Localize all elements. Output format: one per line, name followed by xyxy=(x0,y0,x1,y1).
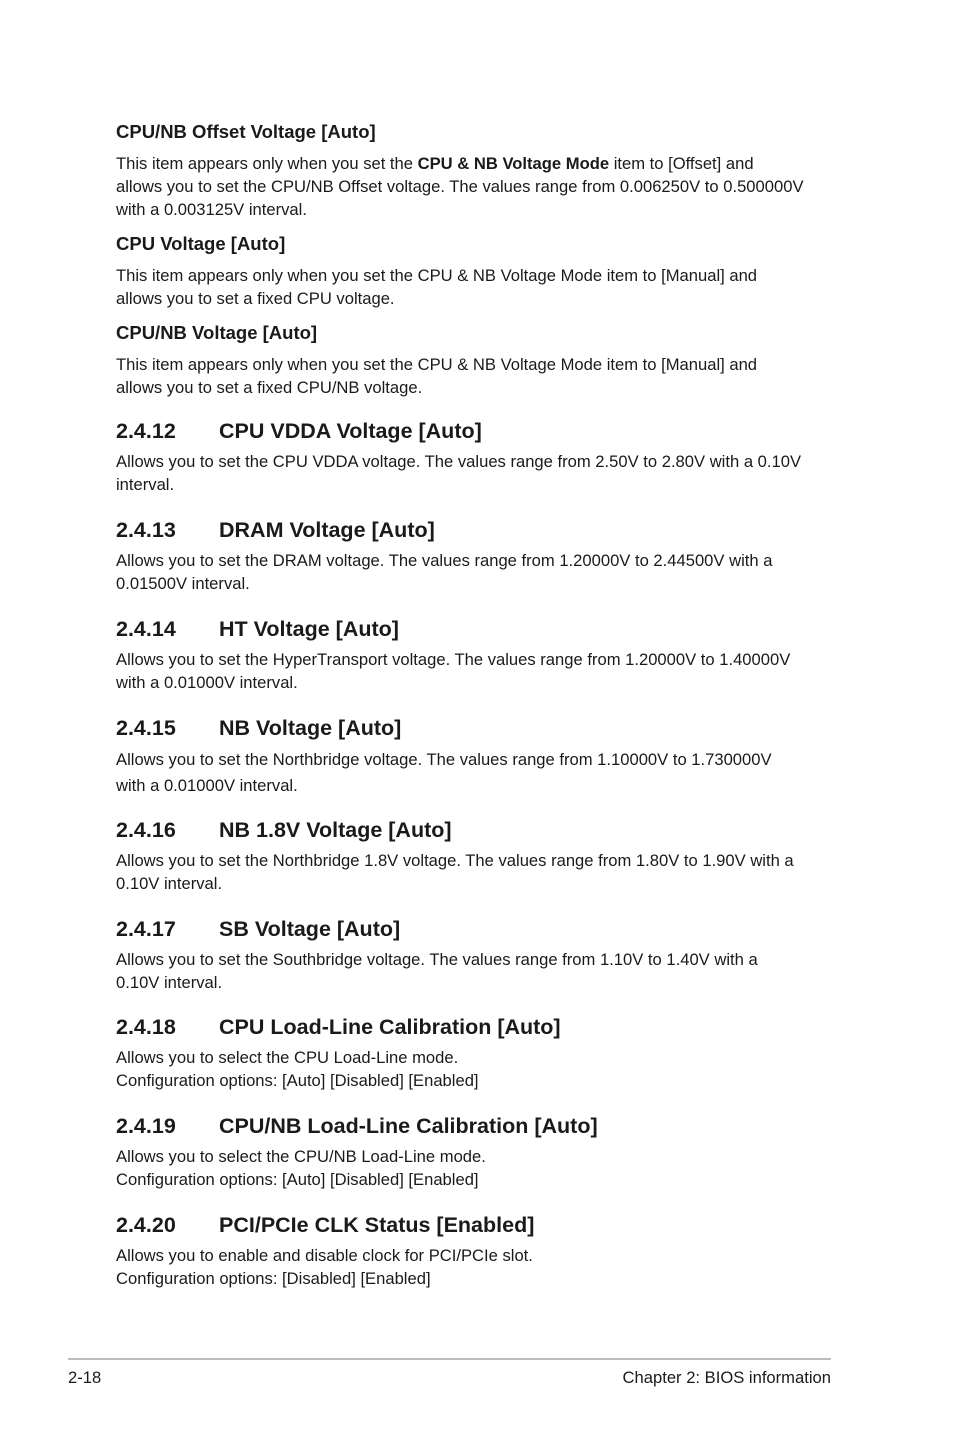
subsection-title: CPU Voltage [Auto] xyxy=(116,233,286,254)
section-number: 2.4.15 xyxy=(116,716,176,740)
subsection-cpu-voltage xyxy=(116,232,836,310)
footer-page-number: 2-18 xyxy=(68,1368,102,1387)
body-bold-text: CPU & NB Voltage Mode xyxy=(417,154,610,173)
section-heading xyxy=(116,714,836,742)
section-body xyxy=(116,1145,836,1191)
section-2-4-14 xyxy=(116,615,836,694)
subsection-body xyxy=(116,353,836,399)
section-heading xyxy=(116,816,836,844)
section-heading xyxy=(116,915,836,943)
section-2-4-17 xyxy=(116,915,836,994)
section-body xyxy=(116,1244,836,1290)
section-number: 2.4.18 xyxy=(116,1015,176,1039)
section-2-4-15 xyxy=(116,714,836,799)
section-body xyxy=(116,747,836,799)
body-text: Allows you to set the Northbridge voltage. The values range from 1.10000V to 1.730000V xyxy=(116,750,772,769)
section-title: CPU VDDA Voltage [Auto] xyxy=(219,419,482,443)
body-text: 0.10V interval. xyxy=(116,874,223,893)
subsection-cpunb-voltage xyxy=(116,321,836,399)
section-heading xyxy=(116,1013,836,1041)
body-text: Allows you to set the DRAM voltage. The values range from 1.20000V to 2.44500V with a xyxy=(116,551,773,570)
footer-chapter-title: Chapter 2: BIOS information xyxy=(622,1368,831,1387)
section-2-4-20 xyxy=(116,1211,836,1290)
section-number: 2.4.17 xyxy=(116,917,176,941)
body-text: Configuration options: [Auto] [Disabled] [Enabled] xyxy=(116,1170,479,1189)
section-body xyxy=(116,1046,836,1092)
section-heading xyxy=(116,1112,836,1140)
section-body xyxy=(116,648,836,694)
section-number: 2.4.13 xyxy=(116,518,176,542)
section-heading xyxy=(116,417,836,445)
body-text: item to [Offset] and xyxy=(609,154,754,173)
body-text: Allows you to select the CPU/NB Load-Line mode. xyxy=(116,1147,486,1166)
body-text: interval. xyxy=(116,475,175,494)
body-text: 0.10V interval. xyxy=(116,973,223,992)
section-2-4-18 xyxy=(116,1013,836,1092)
section-heading xyxy=(116,516,836,544)
section-title: PCI/PCIe CLK Status [Enabled] xyxy=(219,1213,535,1237)
section-title: HT Voltage [Auto] xyxy=(219,617,399,641)
section-number: 2.4.12 xyxy=(116,419,176,443)
body-text: allows you to set the CPU/NB Offset voltage. The values range from 0.006250V to 0.500000V xyxy=(116,177,804,196)
body-text: allows you to set a fixed CPU voltage. xyxy=(116,289,395,308)
body-text: Configuration options: [Disabled] [Enabled] xyxy=(116,1269,431,1288)
section-heading xyxy=(116,1211,836,1239)
footer-divider xyxy=(68,1358,831,1360)
section-title: SB Voltage [Auto] xyxy=(219,917,401,941)
section-number: 2.4.20 xyxy=(116,1213,176,1237)
section-body xyxy=(116,849,836,895)
body-text: Allows you to set the HyperTransport voltage. The values range from 1.20000V to 1.40000V xyxy=(116,650,791,669)
subsection-body xyxy=(116,152,836,221)
body-text: This item appears only when you set the CPU & NB Voltage Mode item to [Manual] and xyxy=(116,355,758,374)
body-text: with a 0.003125V interval. xyxy=(116,200,307,219)
subsection-cpunb-offset-voltage xyxy=(116,120,836,221)
body-text: Configuration options: [Auto] [Disabled] [Enabled] xyxy=(116,1071,479,1090)
section-2-4-12 xyxy=(116,417,836,496)
section-title: CPU Load-Line Calibration [Auto] xyxy=(219,1015,561,1039)
body-text: allows you to set a fixed CPU/NB voltage. xyxy=(116,378,423,397)
section-2-4-19 xyxy=(116,1112,836,1191)
section-title: NB 1.8V Voltage [Auto] xyxy=(219,818,452,842)
body-text: 0.01500V interval. xyxy=(116,574,250,593)
section-number: 2.4.14 xyxy=(116,617,176,641)
section-number: 2.4.16 xyxy=(116,818,176,842)
section-title: DRAM Voltage [Auto] xyxy=(219,518,435,542)
body-text: Allows you to set the CPU VDDA voltage. The values range from 2.50V to 2.80V with a 0.10V xyxy=(116,452,802,471)
subsection-title: CPU/NB Voltage [Auto] xyxy=(116,322,318,343)
body-text: with a 0.01000V interval. xyxy=(116,776,298,795)
subsection-body xyxy=(116,264,836,310)
body-text: Allows you to set the Southbridge voltage. The values range from 1.10V to 1.40V with a xyxy=(116,950,758,969)
section-body xyxy=(116,549,836,595)
section-heading xyxy=(116,615,836,643)
section-number: 2.4.19 xyxy=(116,1114,176,1138)
section-title: NB Voltage [Auto] xyxy=(219,716,402,740)
body-text: This item appears only when you set the xyxy=(116,154,418,173)
section-2-4-13 xyxy=(116,516,836,595)
body-text: Allows you to set the Northbridge 1.8V voltage. The values range from 1.80V to 1.90V with a xyxy=(116,851,794,870)
section-body xyxy=(116,948,836,994)
body-text: This item appears only when you set the CPU & NB Voltage Mode item to [Manual] and xyxy=(116,266,758,285)
section-body xyxy=(116,450,836,496)
body-text: Allows you to enable and disable clock for PCI/PCIe slot. xyxy=(116,1246,533,1265)
section-title: CPU/NB Load-Line Calibration [Auto] xyxy=(219,1114,598,1138)
body-text: with a 0.01000V interval. xyxy=(116,673,298,692)
body-text: Allows you to select the CPU Load-Line mode. xyxy=(116,1048,459,1067)
section-2-4-16 xyxy=(116,816,836,895)
subsection-title: CPU/NB Offset Voltage [Auto] xyxy=(116,121,376,142)
